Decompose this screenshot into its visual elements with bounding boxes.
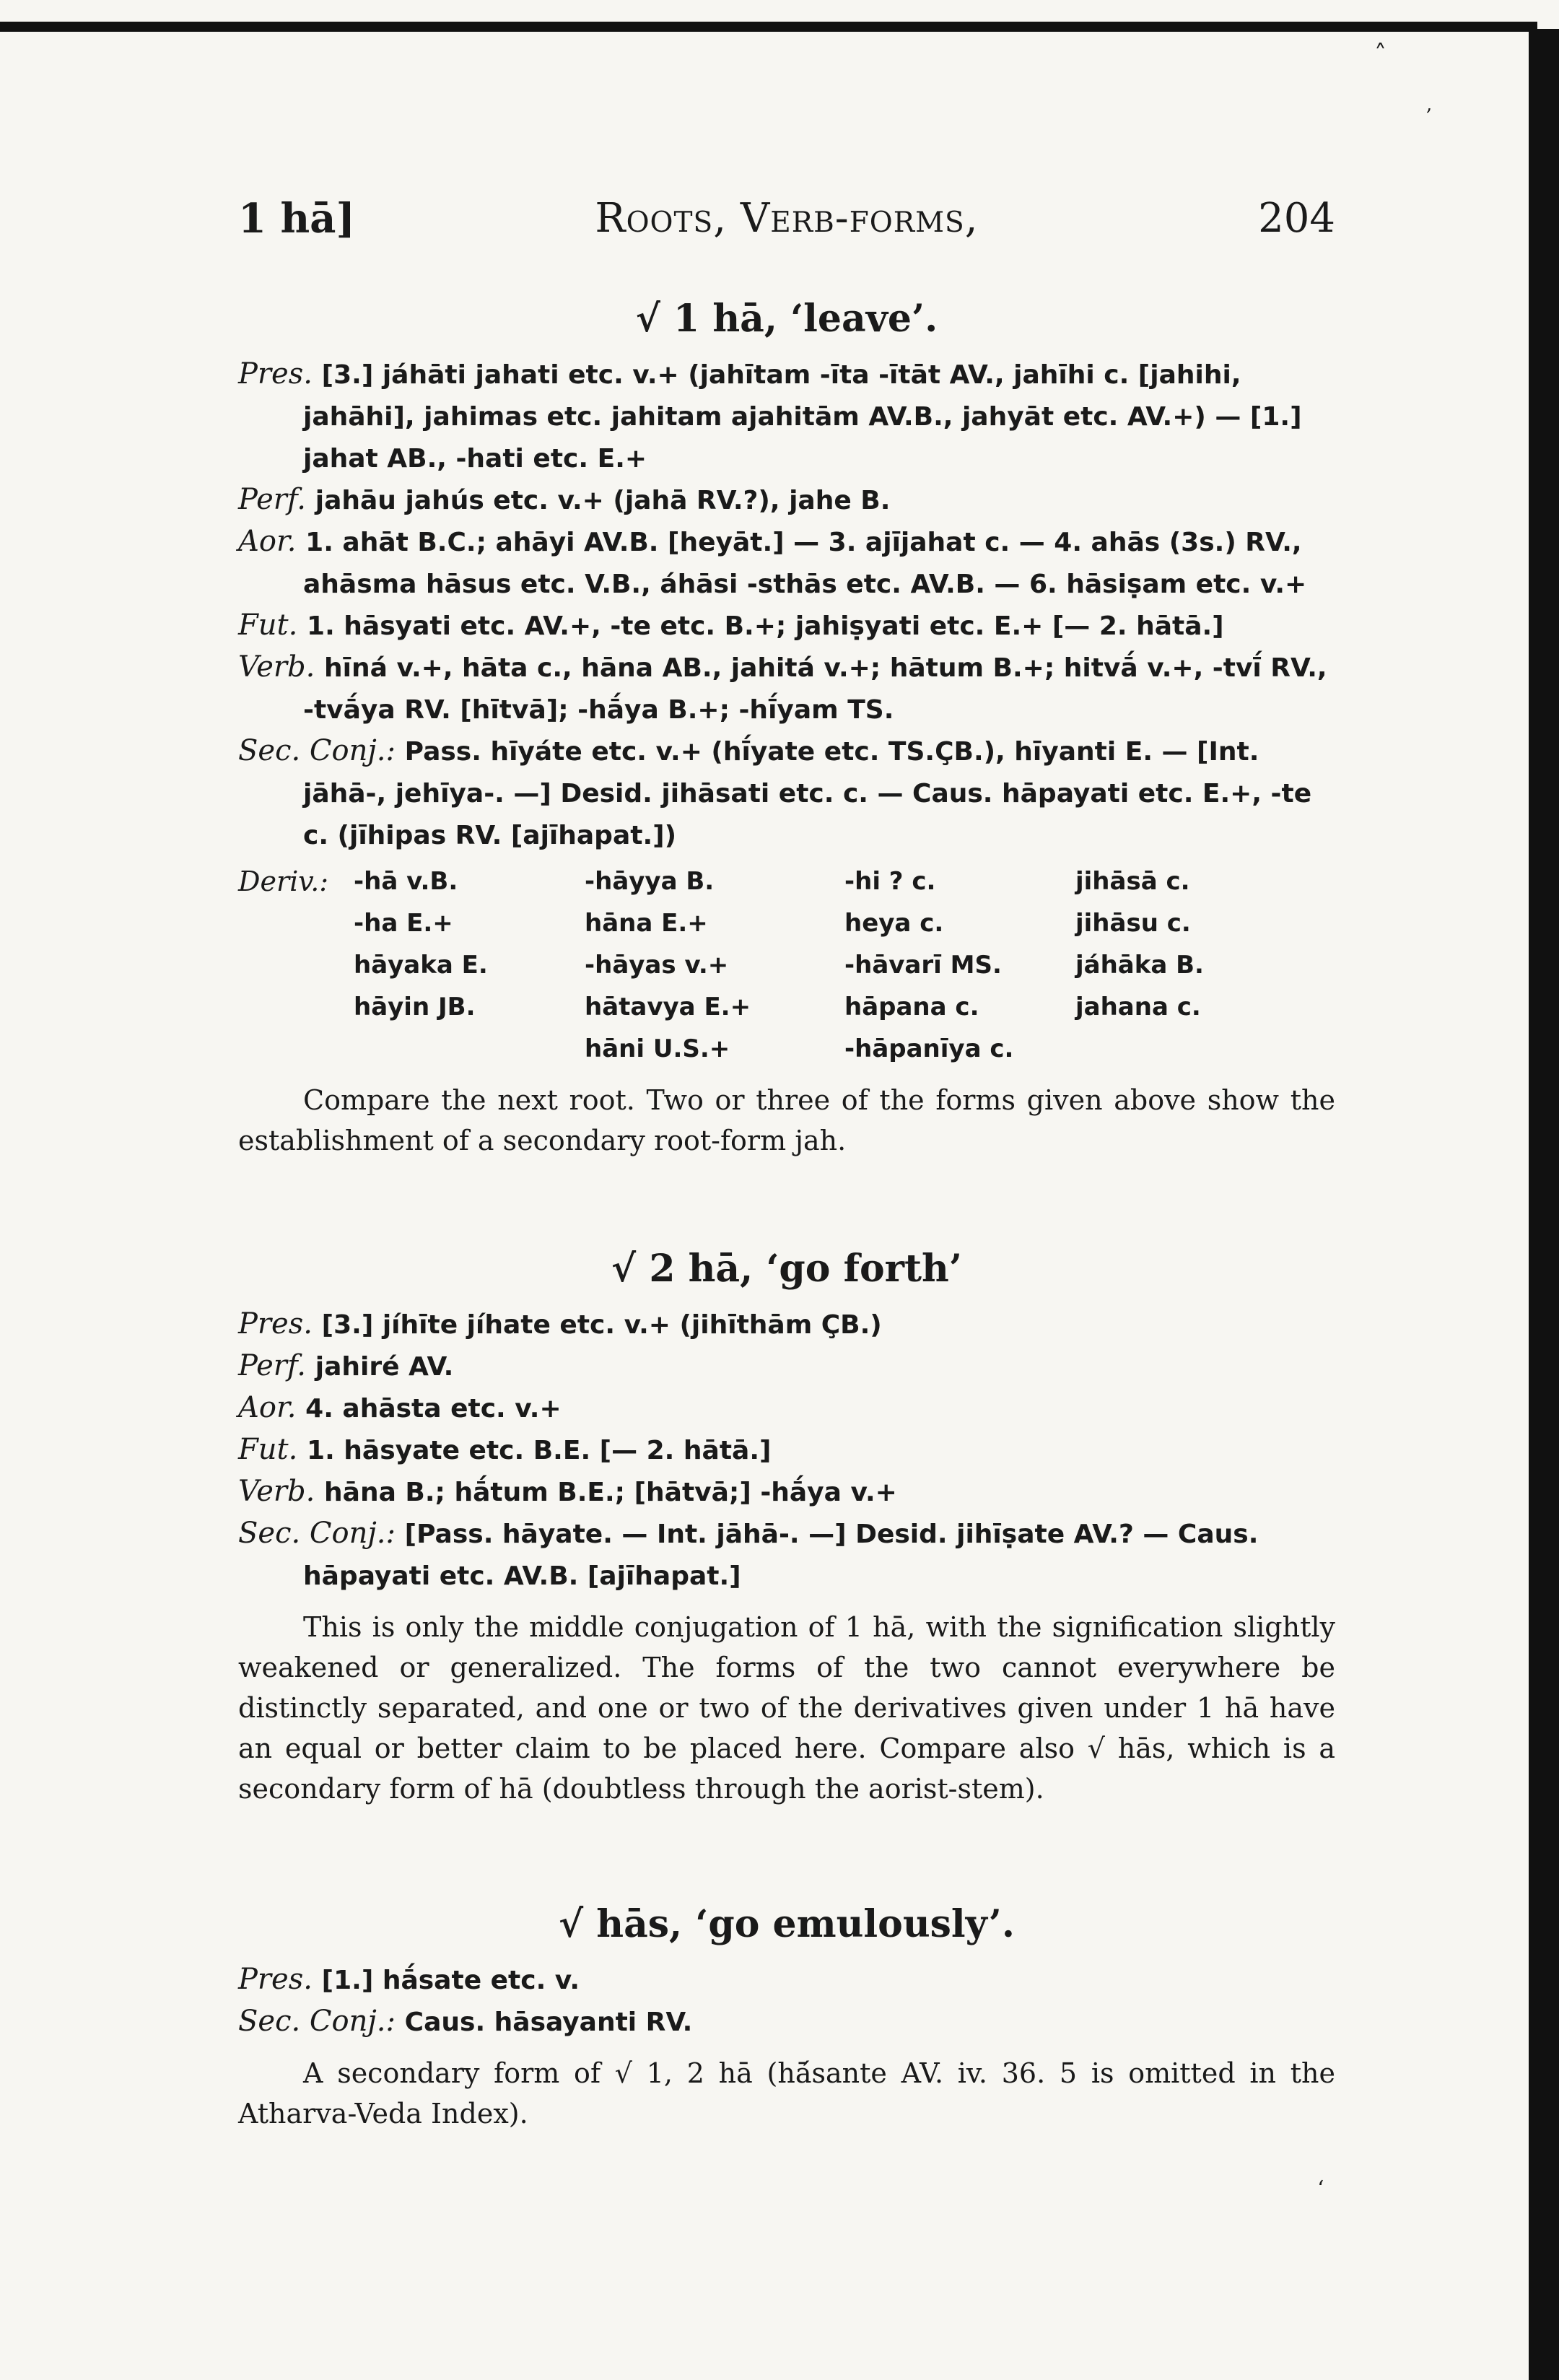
book-page [238,195,1335,2134]
header-title: Roots, Verb-forms, [595,195,979,242]
scan-speck: ˄ [1374,40,1386,69]
entry-list [238,1304,1335,1597]
scan-speck: ‘ [1317,2176,1324,2202]
entry: Fut. 1. hāsyati etc. AV.+, -te etc. B.+; jahiṣyati etc. E.+ [— 2. hātā.] [238,609,1224,642]
note-paragraph: A secondary form of √ 1, 2 hā (hā́sante AV. iv. 36. 5 is omitted in the Atharva-Veda Index). [238,2057,1335,2130]
entry: Verb. hīná v.+, hāta c., hāna AB., jahitá v.+; hātum B.+; hitvā́ v.+, -tvī́ RV., -tvā́ya RV. [hītvā]; -hā́ya B.+; -hī́yam TS. [238,650,1327,725]
page-number: 204 [1258,195,1335,242]
entry: Pres. [1.] hā́sate etc. v. [238,1963,580,1996]
entry: Aor. 1. ahāt B.C.; ahāyi AV.B. [heyāt.] — 3. ajījahat c. — 4. ahās (3s.) RV., ahāsma hāsus etc. V.B., áhāsi -sthās etc. AV.B. — 6. hāsiṣam etc. v.+ [238,525,1307,599]
derivatives-column: -hi ? c. heya c. -hāvarī MS. hāpana c. -hāpanīya c. [844,867,1014,1063]
derivatives-column: jihāsā c. jihāsu c. jáhāka B. jahana c. [1075,867,1204,1021]
entry: Sec. Conj.: Pass. hīyáte etc. v.+ (hī́yate etc. TS.ÇB.), hīyanti E. — [Int. jāhā-, jehīya-. —] Desid. jihāsati etc. c. — Caus. hāpayati etc. E.+, -te c. (jīhipas RV. [ajīhapat.]) [238,734,1312,850]
entry: Pres. [3.] jíhīte jíhate etc. v.+ (jihīthām ÇB.) [238,1307,882,1341]
note-paragraph: This is only the middle conjugation of 1 hā, with the signification slightly weakened or generalized. The forms of the two cannot everywhere be distinctly separated, and one or two of the derivatives given under 1 hā have an equal or better claim to be placed here. Compare also √ hās, which is a secondary form of hā (doubtless through the aorist-stem). [238,1611,1335,1805]
note-paragraph: Compare the next root. Two or three of the forms given above show the establishment of a secondary root-form jah. [238,1084,1335,1156]
scan-border-right [1529,29,1559,2380]
derivatives-column: -hāyya B. hāna E.+ -hāyas v.+ hātavya E.+ hāni U.S.+ [585,867,751,1063]
entry: Pres. [3.] jáhāti jahati etc. v.+ (jahītam -īta -ītāt AV., jahīhi c. [jahihi, jahāhi], jahimas etc. jahitam ajahitām AV.B., jahyāt etc. AV.+) — [1.] jahat AB., -hati etc. E.+ [238,357,1302,474]
entry: Perf. jahāu jahús etc. v.+ (jahā RV.?), jahe B. [238,483,891,516]
entry-list [238,354,1335,856]
derivatives-column: -hā v.B. -ha E.+ hāyaka E. hāyin JB. [354,867,488,1021]
scan-border-top [0,22,1537,32]
entry: Fut. 1. hāsyate etc. B.E. [— 2. hātā.] [238,1433,772,1466]
running-header [238,195,1335,253]
derivatives-label: Deriv.: [238,866,329,897]
entry-list [238,1959,1335,2043]
entry: Sec. Conj.: Caus. hāsayanti RV. [238,2005,693,2038]
scan-speck: , [1426,94,1433,115]
root-heading: √ hās, ‘go emulously’. [558,1902,1016,1946]
root-heading: √ 1 hā, ‘leave’. [635,297,938,341]
entry: Verb. hāna B.; hā́tum B.E.; [hātvā;] -hā́ya v.+ [238,1475,897,1508]
entry: Aor. 4. ahāsta etc. v.+ [238,1391,562,1424]
root-heading: √ 2 hā, ‘go forth’ [611,1247,962,1291]
header-root: 1 hā] [238,195,355,243]
derivatives-table [238,860,1335,1070]
entry: Perf. jahiré AV. [238,1349,454,1382]
entry: Sec. Conj.: [Pass. hāyate. — Int. jāhā-. —] Desid. jihīṣate AV.? — Caus. hāpayati etc. AV.B. [ajīhapat.] [238,1517,1259,1591]
